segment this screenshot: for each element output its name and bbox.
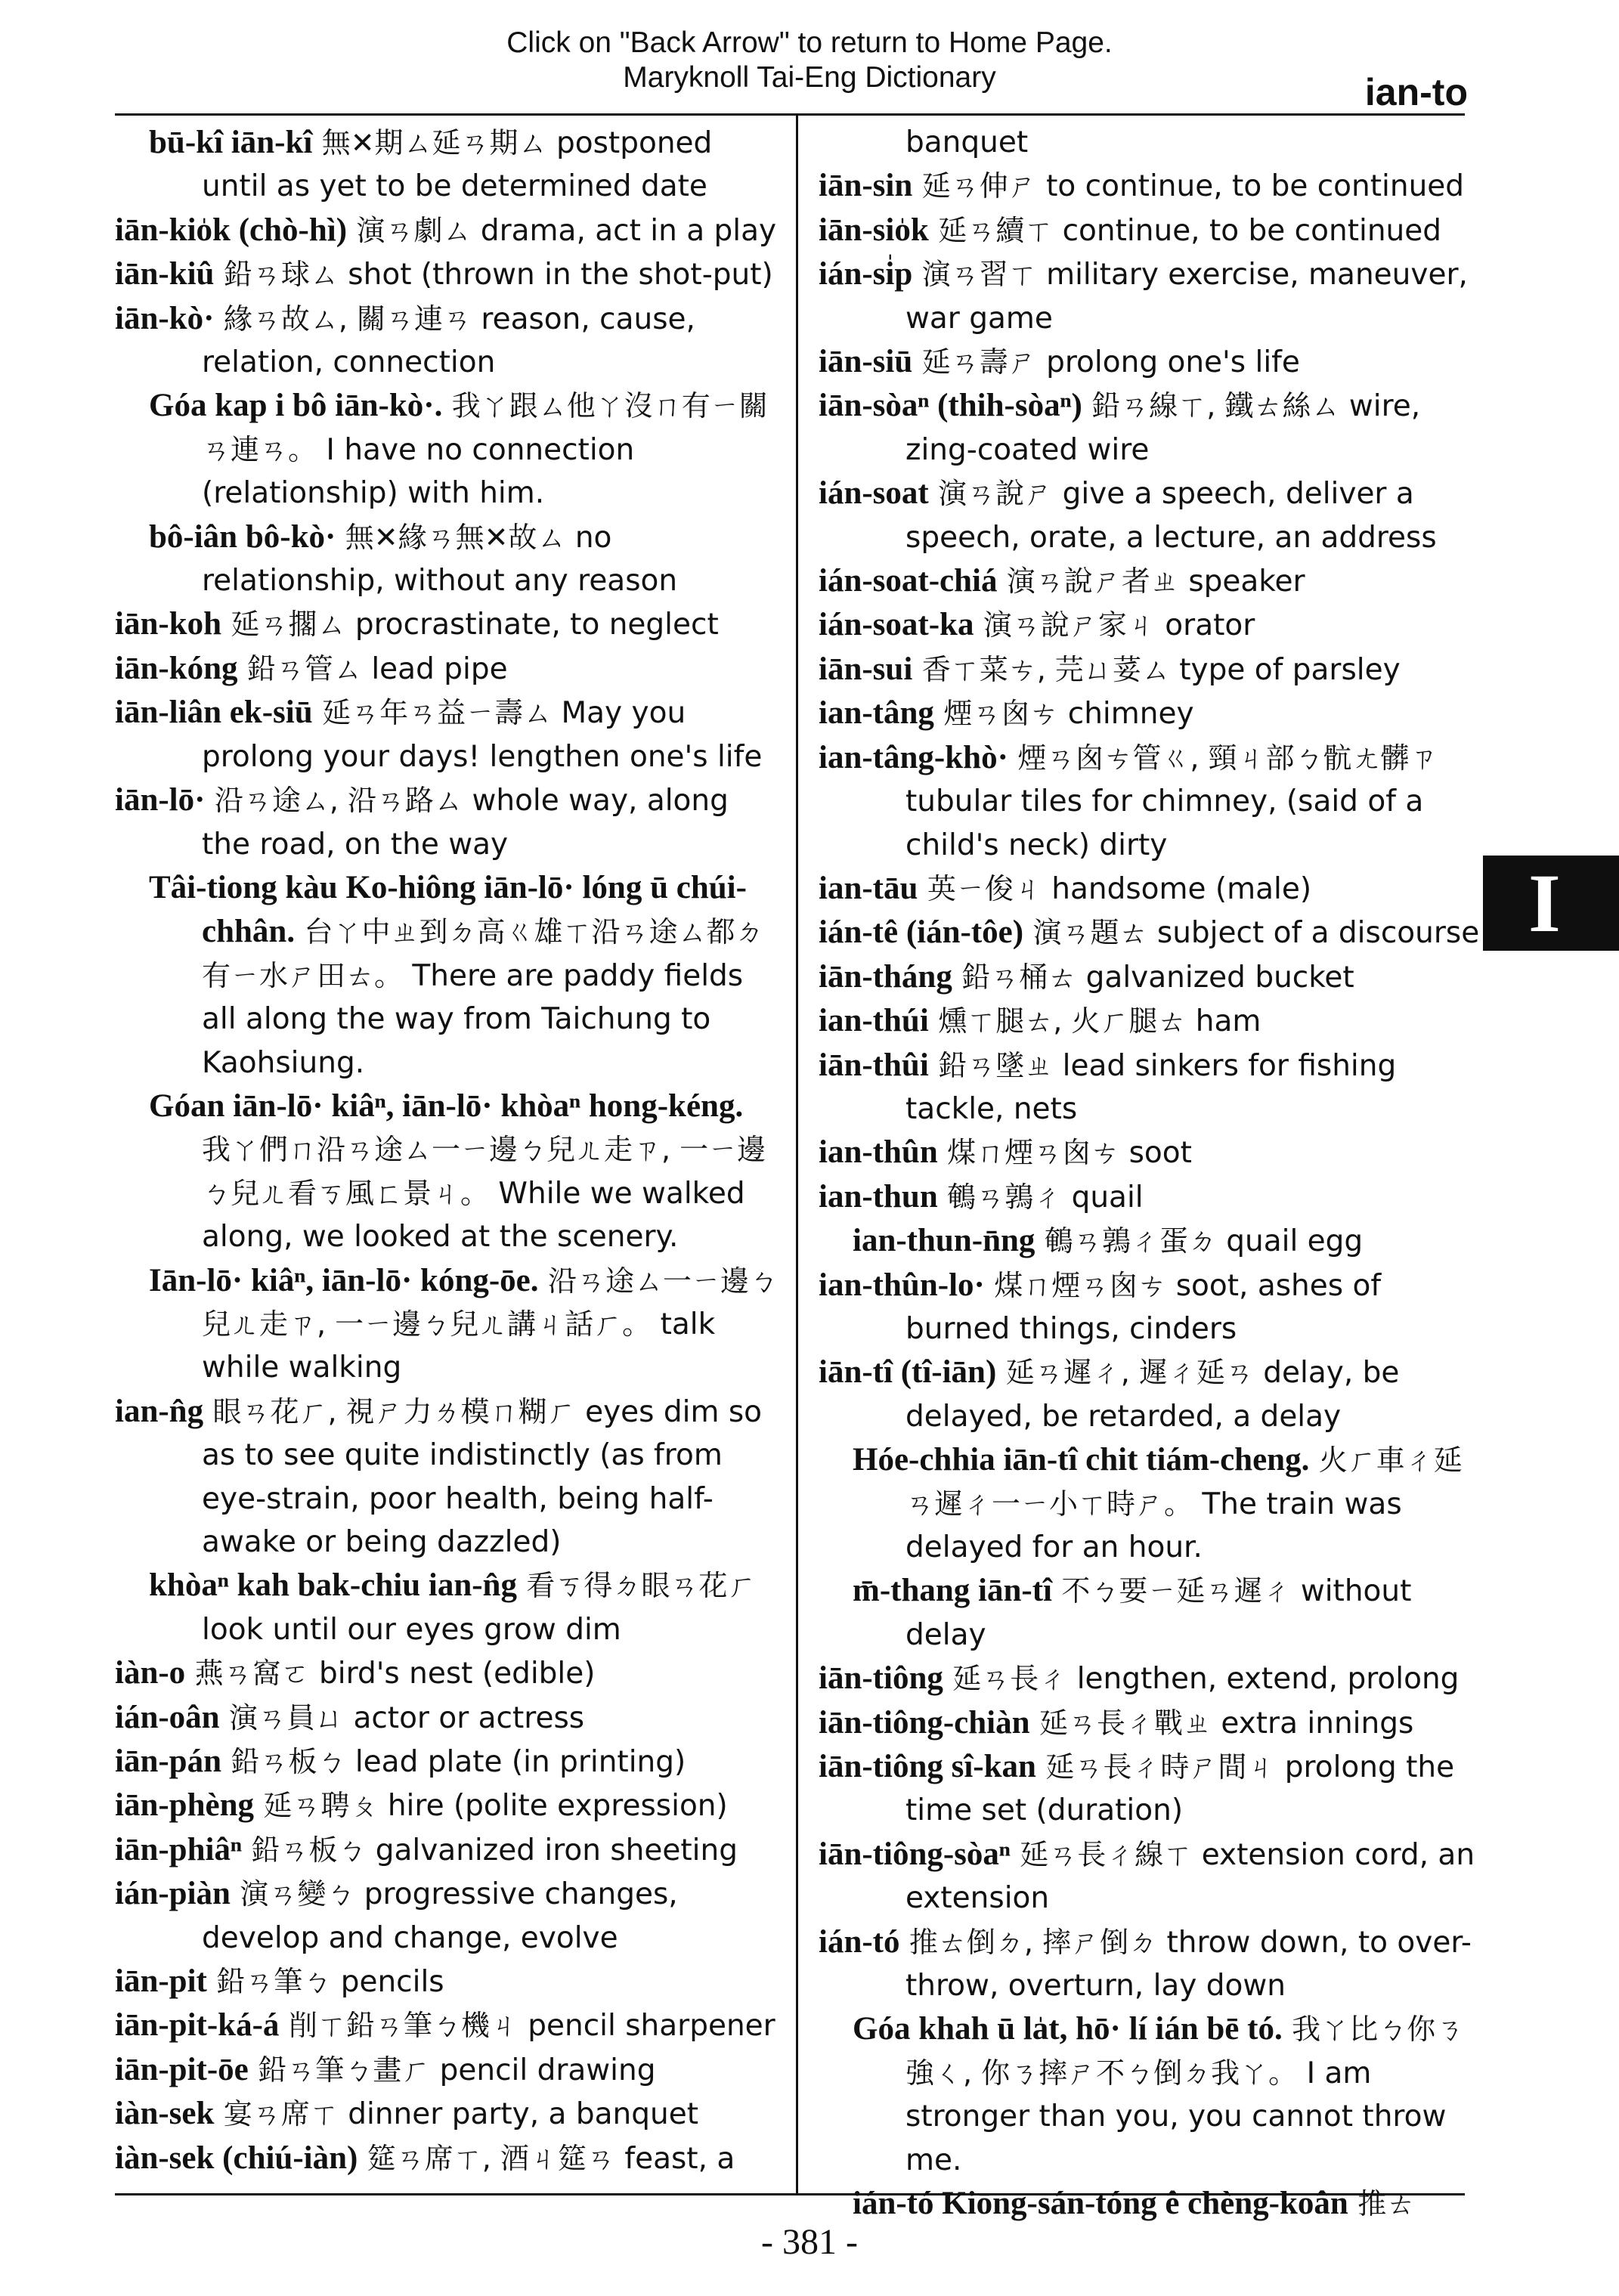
definition: throw down, to over-throw, overturn, lay down [905, 1925, 1472, 2004]
headword: Tâi-tiong kàu Ko-hiông iān-lō· lóng ū chúi-chhân. [149, 869, 747, 950]
dictionary-entry [115, 1390, 780, 1564]
dictionary-entry [819, 1438, 1484, 1569]
dictionary-entry [819, 1131, 1484, 1174]
headword: iān-tiông sî-kan [819, 1749, 1036, 1785]
dictionary-entry [115, 1784, 780, 1827]
dictionary-entry [115, 2092, 780, 2136]
chinese-characters: 延ㄢ擱ㄙ [231, 608, 346, 642]
definition: continue, to be continued [1062, 213, 1442, 248]
chinese-characters: 燻ㄒ腿ㄊ, 火ㄏ腿ㄊ [938, 1004, 1187, 1038]
chinese-characters: 煤ㄇ煙ㄢ囪ㄘ [947, 1136, 1120, 1170]
definition: lead sinkers for fishing tackle, nets [905, 1048, 1397, 1126]
chinese-characters: 不ㄅ要ㄧ延ㄢ遲ㄔ [1061, 1574, 1292, 1608]
chinese-characters: 火ㄏ車ㄔ延ㄢ遲ㄔ一ㄧ小ㄒ時ㄕ。 [905, 1444, 1463, 1521]
dictionary-entry [819, 955, 1484, 999]
definition: lengthen, extend, prolong [1076, 1662, 1460, 1697]
dictionary-entry [819, 999, 1484, 1043]
dictionary-entry [115, 515, 780, 603]
definition: While we walked along, we looked at the scenery. [202, 1176, 745, 1255]
dictionary-entry [819, 384, 1484, 472]
dictionary-entry [819, 1657, 1484, 1700]
chinese-characters: 演ㄢ說ㄕ [938, 477, 1054, 511]
dictionary-entry [819, 1569, 1484, 1657]
headword: iàn-sek [115, 2096, 215, 2132]
chinese-characters: 延ㄢ年ㄢ益ㄧ壽ㄙ [322, 696, 553, 730]
chinese-characters: 削ㄒ鉛ㄢ筆ㄅ機ㄐ [288, 2009, 519, 2043]
headword: bô-iân bô-kò· [149, 518, 336, 555]
definition: delay, be delayed, be retarded, a delay [905, 1356, 1400, 1434]
chinese-characters: 鉛ㄢ球ㄙ [223, 258, 339, 292]
headword: iān-sin [819, 168, 913, 204]
chinese-characters: 眼ㄢ花ㄏ, 視ㄕ力ㄌ模ㄇ糊ㄏ [212, 1394, 576, 1428]
dictionary-entry [819, 1264, 1484, 1351]
definition: no relationship, without any reason [202, 520, 678, 599]
headword: iān-sui [819, 651, 913, 687]
headword: ián-soat [819, 475, 929, 512]
headword: ian-thun [819, 1178, 938, 1215]
definition: orator [1165, 608, 1255, 643]
page-number: - 381 - [761, 2222, 858, 2262]
headword: ian-tâng-khò· [819, 739, 1008, 775]
dictionary-entry [115, 1085, 780, 1259]
chinese-characters: 鉛ㄢ線ㄒ, 鐵ㄊ絲ㄙ [1091, 389, 1340, 423]
headword: Góa kap i bô iān-kò·. [149, 388, 443, 424]
chinese-characters: 演ㄢ說ㄕ家ㄐ [983, 608, 1156, 642]
definition: extra innings [1221, 1706, 1414, 1741]
headword: bū-kî iān-kî [149, 125, 313, 160]
chinese-characters: 沿ㄢ途ㄙ, 沿ㄢ路ㄙ [214, 784, 463, 818]
definition: postponed until as yet to be determined date [202, 126, 713, 204]
headword: ian-thûn-lo· [819, 1267, 985, 1303]
chinese-characters: 鉛ㄢ墜ㄓ [938, 1048, 1054, 1082]
chinese-characters: 延ㄢ伸ㄕ [921, 169, 1037, 203]
headword: iān-tî (tî-iān) [819, 1354, 997, 1391]
dictionary-entry [115, 1564, 780, 1651]
definition: galvanized iron sheeting [375, 1833, 738, 1867]
chinese-characters: 煤ㄇ煙ㄢ囪ㄘ [994, 1268, 1167, 1302]
headword: iān-tiông-sòaⁿ [819, 1836, 1011, 1872]
definition: eyes dim so as to see quite indistinctly (as from eye-strain, poor health, being half-awake or being dazzled) [202, 1394, 763, 1559]
chinese-characters: 延ㄢ長ㄔ [952, 1662, 1068, 1696]
chinese-characters: 延ㄢ長ㄔ線ㄒ [1020, 1837, 1193, 1871]
definition: look until our eyes grow dim [202, 1612, 621, 1647]
chinese-characters: 宴ㄢ席ㄒ [223, 2097, 339, 2131]
headword: iān-tiông [819, 1660, 943, 1697]
back-arrow-instruction[interactable]: Click on "Back Arrow" to return to Home Page. [506, 26, 1113, 59]
chinese-characters: 鉛ㄢ桶ㄊ [961, 960, 1077, 994]
headword: iān-tiông-chiàn [819, 1704, 1030, 1741]
headword: Iān-lō· kiâⁿ, iān-lō· kóng-ōe. [149, 1262, 539, 1298]
dictionary-entry [819, 252, 1484, 340]
chinese-characters: 演ㄢ說ㄕ者ㄓ [1006, 565, 1179, 599]
headword: iān-pit-ōe [115, 2051, 249, 2087]
headword: Góa khah ū la̍t, hō· lí ián bē tó. [853, 2011, 1283, 2047]
definition: banquet [905, 125, 1029, 159]
dictionary-entry [115, 121, 780, 209]
definition: whole way, along the road, on the way [202, 784, 729, 862]
definition: actor or actress [353, 1700, 585, 1735]
headword: iān-thûi [819, 1047, 929, 1083]
top-rule [115, 113, 1465, 116]
headword: iàn-sek (chiú-iàn) [115, 2140, 358, 2176]
headword: iān-kò· [115, 300, 215, 336]
definition: I am stronger than you, you cannot throw me. [905, 2056, 1447, 2177]
dictionary-entry [819, 1920, 1484, 2008]
dictionary-entry [819, 2007, 1484, 2182]
dictionary-entry [115, 209, 780, 252]
chinese-characters: 我ㄚ們ㄇ沿ㄢ途ㄙ一ㄧ邊ㄅ兒ㄦ走ㄗ, 一ㄧ邊ㄅ兒ㄦ看ㄎ風ㄈ景ㄐ。 [202, 1133, 766, 1210]
headword: iān-pán [115, 1744, 222, 1780]
chinese-characters: 推ㄊ倒ㄉ, 摔ㄕ倒ㄉ [909, 1925, 1158, 1959]
chinese-characters: 延ㄢ續ㄒ [938, 213, 1054, 247]
dictionary-entry [115, 2004, 780, 2047]
right-column [819, 121, 1484, 2226]
chinese-characters: 筵ㄢ席ㄒ, 酒ㄐ筵ㄢ [367, 2141, 615, 2175]
chinese-characters: 延ㄢ壽ㄕ [921, 345, 1037, 379]
definition: dinner party, a banquet [348, 2097, 698, 2132]
definition: chimney [1067, 697, 1194, 732]
definition: progressive changes, develop and change, evolve [202, 1877, 678, 1955]
dictionary-entry [115, 1259, 780, 1390]
thumb-index-tab: I [1483, 856, 1619, 951]
definition: reason, cause, relation, connection [202, 302, 695, 380]
definition: ham [1195, 1004, 1261, 1039]
definition: wire, zing-coated wire [905, 389, 1421, 467]
definition: to continue, to be continued [1046, 169, 1465, 204]
headword: iān-phiâⁿ [115, 1831, 242, 1867]
dictionary-entry [115, 2048, 780, 2092]
headword: ián-soat-chiá [819, 563, 998, 599]
definition: military exercise, maneuver, war game [905, 258, 1468, 336]
dictionary-entry [819, 121, 1484, 164]
dictionary-entry [819, 164, 1484, 208]
dictionary-entry [819, 603, 1484, 647]
chinese-characters: 演ㄢ員ㄩ [229, 1700, 345, 1734]
headword: iān-kio̍k (chò-hì) [115, 212, 348, 248]
definition: pencils [340, 1965, 444, 2000]
headword: iān-kiû [115, 256, 215, 292]
chinese-characters: 無✕期ㄙ延ㄢ期ㄙ [321, 126, 547, 159]
definition: May you prolong your days! lengthen one's life [202, 696, 763, 774]
definition: prolong one's life [1046, 345, 1300, 380]
dictionary-entry [819, 1833, 1484, 1920]
chinese-characters: 我ㄚ跟ㄙ他ㄚ沒ㄇ有ㄧ關ㄢ連ㄢ。 [202, 389, 768, 466]
definition: There are paddy fields all along the way from Taichung to Kaohsiung. [202, 958, 744, 1080]
dictionary-entry [819, 911, 1484, 955]
chinese-characters: 鉛ㄢ筆ㄅ畫ㄏ [258, 2053, 431, 2087]
dictionary-entry [115, 2137, 780, 2180]
definition: subject of a discourse [1156, 916, 1480, 951]
headword: iàn-o [115, 1655, 186, 1691]
definition: quail [1071, 1180, 1144, 1215]
definition: quail egg [1226, 1224, 1364, 1259]
dictionary-entry [819, 1219, 1484, 1263]
dictionary-entry [115, 297, 780, 385]
headword: Hóe-chhia iān-tî chit tiám-cheng. [853, 1442, 1310, 1478]
headword: m̄-thang iān-tî [853, 1573, 1052, 1609]
chinese-characters: 沿ㄢ途ㄙ一ㄧ邊ㄅ兒ㄦ走ㄗ, 一ㄧ邊ㄅ兒ㄦ講ㄐ話ㄏ。 [202, 1264, 778, 1341]
headword: iān-liân ek-siū [115, 695, 313, 731]
headword: ián-tê (ián-tôe) [819, 914, 1024, 951]
definition: lead pipe [371, 651, 508, 686]
headword: Góan iān-lō· kiâⁿ, iān-lō· khòaⁿ hong-kéng. [149, 1088, 744, 1124]
chinese-characters: 台ㄚ中ㄓ到ㄉ高ㄍ雄ㄒ沿ㄢ途ㄙ都ㄉ有ㄧ水ㄕ田ㄊ。 [202, 915, 764, 992]
running-head: ian-to [1364, 71, 1468, 113]
dictionary-entry [115, 778, 780, 866]
dictionary-entry [819, 736, 1484, 867]
headword: ian-n̂g [115, 1393, 204, 1429]
chinese-characters: 延ㄢ聘ㄆ [263, 1789, 379, 1823]
chinese-characters: 英ㄧ俊ㄐ [927, 871, 1042, 905]
headword: iān-koh [115, 606, 222, 642]
dictionary-entry [819, 209, 1484, 252]
dictionary-entry [819, 1701, 1484, 1745]
dictionary-entry [115, 1960, 780, 2004]
chinese-characters: 煙ㄢ囪ㄘ [943, 697, 1059, 731]
definition: prolong the time set (duration) [905, 1750, 1455, 1828]
dictionary-entry [819, 1175, 1484, 1219]
dictionary-entry [115, 1828, 780, 1872]
chinese-characters: 鵪ㄢ鶉ㄔ [947, 1180, 1063, 1214]
dictionary-entry [819, 867, 1484, 911]
chinese-characters: 演ㄢ題ㄊ [1032, 916, 1148, 950]
definition: shot (thrown in the shot-put) [348, 258, 773, 292]
definition: procrastinate, to neglect [354, 608, 719, 642]
headword: ián-tó Kiōng-sán-tóng ê chèng-koân [853, 2186, 1348, 2222]
left-column [115, 121, 780, 2180]
definition: type of parsley [1179, 652, 1401, 687]
dictionary-entry [115, 384, 780, 515]
definition: soot [1128, 1136, 1192, 1171]
dictionary-entry [819, 1351, 1484, 1438]
chinese-characters: 延ㄢ長ㄔ戰ㄓ [1039, 1706, 1212, 1740]
definition: The train was delayed for an hour. [905, 1487, 1402, 1564]
column-divider [796, 113, 798, 2195]
definition: extension cord, an extension [905, 1837, 1475, 1916]
headword: ian-tâng [819, 695, 934, 732]
dictionary-entry [819, 692, 1484, 735]
headword: iān-siū [819, 344, 913, 380]
dictionary-entry [115, 252, 780, 296]
headword: ian-thûn [819, 1134, 938, 1171]
dictionary-entry [115, 1696, 780, 1740]
headword: ián-si̍p [819, 256, 913, 292]
headword: ian-tāu [819, 870, 918, 906]
chinese-characters: 看ㄎ得ㄉ眼ㄢ花ㄏ [526, 1569, 757, 1603]
dictionary-entry [819, 340, 1484, 384]
headword: iān-pit [115, 1963, 207, 2000]
headword: ián-oân [115, 1699, 220, 1735]
chinese-characters: 推ㄊ [1357, 2187, 1416, 2221]
definition: give a speech, deliver a speech, orate, a lecture, an address [905, 477, 1437, 555]
headword: iān-lō· [115, 782, 206, 818]
definition: talk while walking [202, 1307, 716, 1385]
dictionary-entry [819, 648, 1484, 692]
dictionary-entry [115, 866, 780, 1085]
definition: feast, a [624, 2141, 735, 2176]
headword: iān-sòaⁿ (thih-sòaⁿ) [819, 388, 1082, 424]
chinese-characters: 演ㄢ變ㄅ [240, 1877, 355, 1911]
chinese-characters: 延ㄢ遲ㄔ, 遲ㄔ延ㄢ [1005, 1356, 1254, 1390]
dictionary-entry [819, 559, 1484, 603]
definition: pencil drawing [439, 2053, 656, 2087]
chinese-characters: 香ㄒ菜ㄘ, 芫ㄩ荽ㄙ [921, 652, 1170, 686]
chinese-characters: 鉛ㄢ板ㄅ [231, 1745, 346, 1779]
chinese-characters: 鉛ㄢ筆ㄅ [216, 1965, 332, 1999]
dictionary-entry [819, 2182, 1484, 2226]
chinese-characters: 煙ㄢ囪ㄘ管ㄍ, 頸ㄐ部ㄅ骯ㄤ髒ㄗ [1017, 741, 1438, 775]
headword: khòaⁿ kah bak-chiu ian-n̂g [149, 1567, 517, 1604]
headword: iān-tháng [819, 958, 952, 995]
definition: bird's nest (edible) [319, 1657, 596, 1691]
dictionary-entry [819, 1044, 1484, 1131]
headword: ián-soat-ka [819, 607, 974, 643]
headword: iān-pit-ká-á [115, 2007, 280, 2044]
headword: ián-piàn [115, 1876, 231, 1912]
dictionary-entry [115, 602, 780, 646]
dictionary-entry [115, 1740, 780, 1784]
chinese-characters: 我ㄚ比ㄅ你ㄋ強ㄑ, 你ㄋ摔ㄕ不ㄅ倒ㄉ我ㄚ。 [905, 2013, 1465, 2090]
definition: hire (polite expression) [387, 1789, 728, 1824]
headword: iān-sio̍k [819, 212, 929, 248]
definition: I have no connection (relationship) with him. [202, 432, 635, 511]
definition: soot, ashes of burned things, cinders [905, 1268, 1382, 1346]
chinese-characters: 鉛ㄢ板ㄅ [251, 1833, 367, 1867]
dictionary-entry [115, 1872, 780, 1960]
chinese-characters: 演ㄢ劇ㄙ [356, 213, 472, 247]
headword: iān-phèng [115, 1787, 255, 1824]
chinese-characters: 演ㄢ習ㄒ [921, 258, 1037, 292]
headword: ian-thúi [819, 1003, 929, 1039]
definition: pencil sharpener [528, 2009, 775, 2044]
chinese-characters: 鵪ㄢ鶉ㄔ蛋ㄉ [1044, 1224, 1217, 1258]
definition: without delay [905, 1574, 1412, 1652]
chinese-characters: 燕ㄢ窩ㄛ [194, 1657, 310, 1691]
definition: handsome (male) [1051, 871, 1312, 906]
definition: tubular tiles for chimney, (said of a child's neck) dirty [905, 784, 1424, 862]
definition: lead plate (in printing) [354, 1745, 686, 1780]
headword: iān-kóng [115, 650, 238, 686]
dictionary-entry [819, 1745, 1484, 1833]
chinese-characters: 鉛ㄢ管ㄙ [246, 651, 362, 685]
definition: speaker [1188, 565, 1305, 599]
headword: ián-tó [819, 1923, 900, 1960]
dictionary-title: Maryknoll Tai-Eng Dictionary [623, 61, 996, 94]
headword: ian-thun-n̄ng [853, 1223, 1035, 1259]
dictionary-entry [115, 691, 780, 778]
dictionary-entry [819, 472, 1484, 559]
dictionary-entry [115, 647, 780, 691]
chinese-characters: 緣ㄢ故ㄙ, 關ㄢ連ㄢ [223, 302, 472, 336]
chinese-characters: 延ㄢ長ㄔ時ㄕ間ㄐ [1045, 1750, 1276, 1784]
definition: drama, act in a play [480, 213, 777, 248]
definition: galvanized bucket [1085, 960, 1354, 995]
dictionary-entry [115, 1651, 780, 1695]
chinese-characters: 無✕緣ㄢ無✕故ㄙ [345, 520, 566, 554]
